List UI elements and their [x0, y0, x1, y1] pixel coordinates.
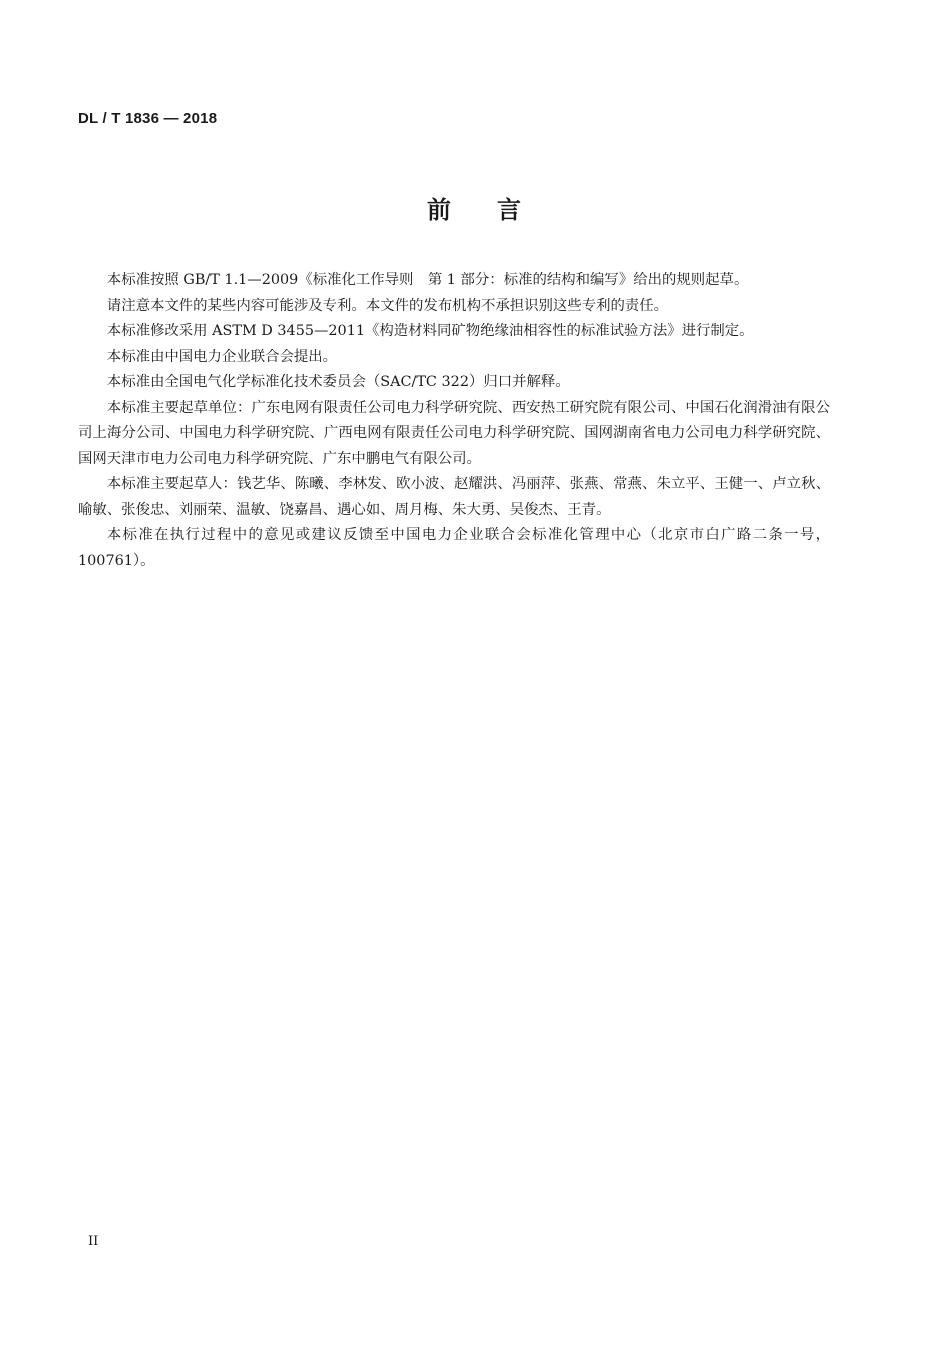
paragraph-drafting-units: 本标准主要起草单位：广东电网有限责任公司电力科学研究院、西安热工研究院有限公司、中国石化润滑油有限公司上海分公司、中国电力科学研究院、广西电网有限责任公司电力科学研究院、国网湖南省电力公司电力科学研究院、国网天津市电力公司电力科学研究院、广东中鹏电气有限公司。 — [78, 399, 830, 467]
standard-code-header: DL / T 1836 — 2018 — [78, 110, 218, 127]
paragraph-proposer: 本标准由中国电力企业联合会提出。 — [106, 348, 338, 365]
paragraph-patent-notice: 请注意本文件的某些内容可能涉及专利。本文件的发布机构不承担识别这些专利的责任。 — [106, 297, 669, 314]
paragraph-feedback: 本标准在执行过程中的意见或建议反馈至中国电力企业联合会标准化管理中心（北京市白广路二条一号，100761）。 — [78, 527, 830, 569]
title-char-right: 言 — [497, 196, 523, 224]
paragraph-drafters: 本标准主要起草人：钱艺华、陈曦、李林发、欧小波、赵耀洪、冯丽萍、张燕、常燕、朱立平、王健一、卢立秋、喻敏、张俊忠、刘丽荣、温敏、饶嘉昌、遇心如、周月梅、朱大勇、吴俊杰、王青。 — [78, 476, 830, 518]
page-title — [0, 190, 950, 225]
paragraph-drafting-rules: 本标准按照 GB/T 1.1—2009《标准化工作导则 第 1 部分：标准的结构和编写》给出的规则起草。 — [106, 272, 749, 288]
paragraph-astm-adoption: 本标准修改采用 ASTM D 3455—2011《构造材料同矿物绝缘油相容性的标准试验方法》进行制定。 — [106, 323, 754, 339]
paragraph-committee: 本标准由全国电气化学标准化技术委员会（SAC/TC 322）归口并解释。 — [106, 374, 570, 390]
page-number: II — [88, 1234, 99, 1249]
title-char-left: 前 — [427, 196, 453, 224]
preface-body — [78, 268, 830, 574]
